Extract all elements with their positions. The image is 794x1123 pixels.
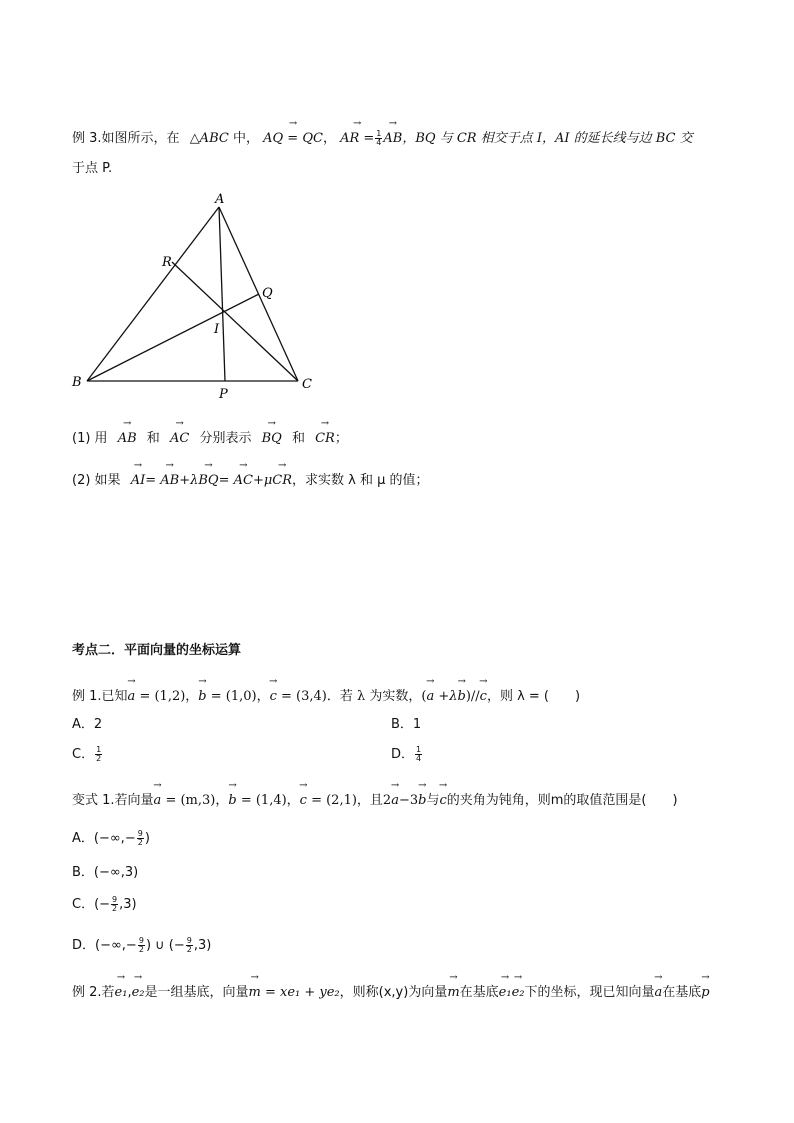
label-R: R	[162, 255, 172, 270]
var1-option-b[interactable]: B．(−∞,3)	[72, 865, 139, 880]
question-1: (1) 用 → AB 和 → AC 分别表示 → BQ 和 → CR；	[72, 430, 348, 448]
ex1-option-b[interactable]: B．1	[391, 717, 422, 732]
ex3-rest: ，BQ 与 CR 相交于点 I，AI 的延长线与边 BC 交	[402, 131, 693, 146]
var1-option-d[interactable]: D．(−∞,− $\frac{9}{2}$ ) ∪ (− $\frac{9}{2}$ ,3)	[72, 936, 212, 954]
triangle-figure	[0, 0, 794, 420]
var1-stem: 变式 1.若向量→ a = (m,3)，→ b = (1,4)，→ c = (2,1)，且2→ a−3→ b与→ c的夹角为钝角，则m的取值范围是( )	[72, 792, 678, 810]
side-ab	[87, 207, 219, 381]
ex1-option-c[interactable]: C． $\frac{1}{2}$	[72, 745, 102, 763]
label-I: I	[214, 322, 220, 337]
ex1-stem: 例 1.已知→ a = (1,2)，→ b = (1,0)，→ c = (3,4)．若 λ 为实数，(→ a +λ→ b)//→ c，则 λ = ( )	[72, 688, 580, 706]
ex3-lead: 例 3.如图所示，在	[72, 131, 180, 146]
ex3-line2: 于点 P.	[72, 161, 113, 176]
label-Q: Q	[262, 286, 273, 301]
ex1-option-a[interactable]: A．2	[72, 717, 103, 732]
ex1-option-d[interactable]: D． $\frac{1}{4}$	[391, 745, 422, 763]
section-2-title: 考点二．平面向量的坐标运算	[72, 643, 242, 658]
ex3-triangle: △ABC	[189, 131, 229, 146]
question-2: (2) 如果 → AI= → AB+λ→ BQ= → AC+μ→ CR，求实数 λ 和 μ 的值；	[72, 472, 429, 490]
ex3-eq-ar: → AR =	[340, 130, 374, 148]
ex3-zhong: 中，	[232, 131, 259, 146]
label-C: C	[302, 377, 312, 392]
ex2-stem: 例 2.若→ e₁,→ e₂是一组基底，向量→ m = xe₁ + ye₂，则称(x,y)为向量→ m在基底→ e₁→ e₂下的坐标，现已知向量→ a在基底→ p	[72, 984, 710, 1002]
segment-bq	[87, 294, 259, 381]
ex3-eq-ab: → AB	[383, 130, 402, 148]
label-B: B	[72, 375, 82, 390]
ex3-eq-aq-qc: → AQ = QC	[263, 130, 323, 148]
ex3-frac: $\frac{1}{4}$	[376, 129, 382, 147]
var1-option-c[interactable]: C．(− $\frac{9}{2}$ ,3)	[72, 895, 137, 913]
var1-option-a[interactable]: A．(−∞,− $\frac{9}{2}$ )	[72, 829, 150, 847]
ex3-line1: 例 3.如图所示，在 △ABC 中， → AQ = QC， → AR = $\frac{1}{4}$ → AB，BQ 与 CR 相交于点 I，AI 的延长线与边 BC 交	[72, 130, 693, 148]
label-A: A	[215, 192, 225, 207]
label-P: P	[219, 387, 228, 402]
segment-cr	[172, 262, 298, 381]
segment-ap	[219, 207, 225, 381]
